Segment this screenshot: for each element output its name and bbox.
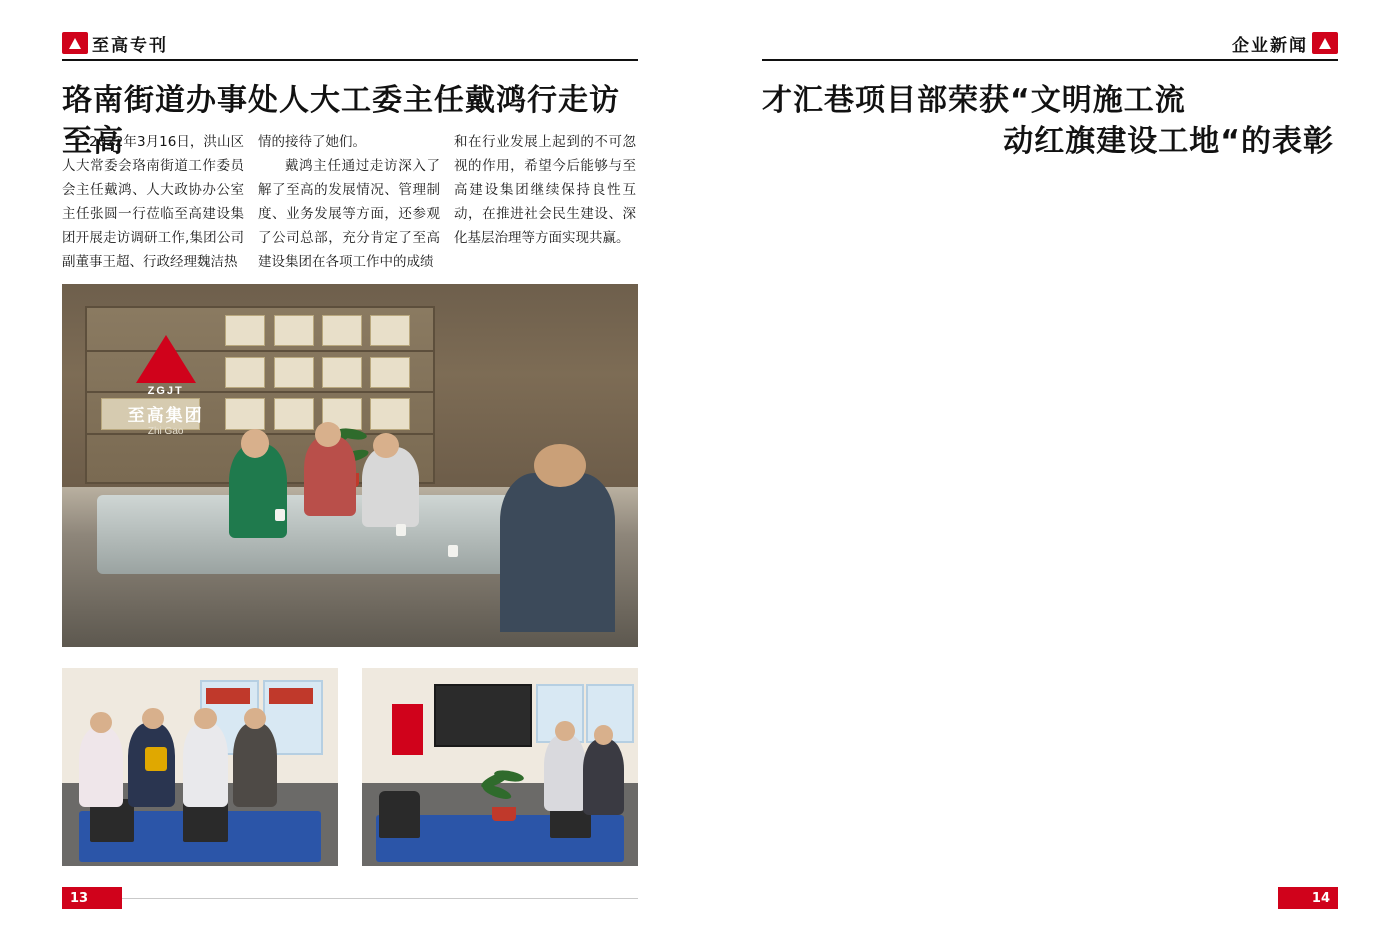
left-page-body bbox=[62, 130, 638, 274]
headline-line-1: 才汇巷项目部荣获“文明施工流 bbox=[762, 83, 1186, 118]
running-head-rule-left bbox=[62, 59, 638, 61]
left-column-1 bbox=[62, 130, 244, 274]
office-group-photo-right bbox=[362, 668, 638, 866]
photo-person-head bbox=[90, 712, 112, 734]
photo-wall-logo: ZGJT 至高集团 Zhi Gao bbox=[91, 313, 241, 458]
running-head-right-label: 企业新闻 bbox=[1232, 35, 1308, 56]
photo-person bbox=[583, 739, 624, 814]
photo-plant bbox=[478, 771, 530, 823]
photo-person bbox=[79, 727, 123, 806]
photo-person bbox=[362, 447, 420, 527]
photo-person bbox=[500, 473, 615, 633]
photo-person bbox=[304, 436, 356, 516]
photo-chair bbox=[379, 791, 420, 839]
right-page-headline bbox=[762, 80, 1338, 163]
running-head-rule-right bbox=[762, 59, 1338, 61]
folio-rule-left bbox=[114, 898, 638, 899]
running-head-left-label: 至高专刊 bbox=[92, 35, 168, 56]
running-head-right bbox=[1232, 26, 1338, 60]
photo-person bbox=[544, 735, 585, 810]
paragraph: 情的接待了她们。 bbox=[258, 134, 366, 150]
photo-person-head bbox=[555, 721, 574, 741]
photo-trophy bbox=[145, 747, 167, 771]
right-page bbox=[700, 0, 1400, 949]
page-number-left: 13 bbox=[62, 887, 122, 909]
photo-screen bbox=[434, 684, 532, 747]
photo-person-head bbox=[194, 708, 216, 730]
paragraph: 和在行业发展上起到的不可忽视的作用，希望今后能够与至高建设集团继续保持良性互动，在推进社会民生建设、深化基层治理等方面实现共赢。 bbox=[454, 134, 636, 247]
paragraph: 戴鸿主任通过走访深入了解了至高的发展情况、管理制度、业务发展等方面，还参观了公司总部，充分肯定了至高建设集团在各项工作中的成绩 bbox=[258, 158, 440, 271]
masthead-logo-right bbox=[1232, 31, 1338, 56]
left-column-2 bbox=[258, 130, 440, 274]
paragraph: 2022年3月16日，洪山区人大常委会珞南街道工作委员会主任戴鸿、人大政协办公室主任张圆一行莅临至高建设集团开展走访调研工作,集团公司副董事王超、行政经理魏洁热 bbox=[62, 134, 244, 271]
photo-person bbox=[183, 723, 227, 806]
photo-person bbox=[233, 723, 277, 806]
photo-banner bbox=[269, 688, 313, 704]
headline-line-2: 动红旗建设工地“的表彰 bbox=[1003, 124, 1334, 160]
photo-person-head bbox=[534, 444, 586, 488]
running-head-left bbox=[62, 26, 168, 60]
photo-banner bbox=[206, 688, 250, 704]
page-number-right: 14 bbox=[1278, 887, 1338, 909]
meeting-room-photo bbox=[62, 284, 638, 647]
left-column-3 bbox=[454, 130, 636, 274]
left-page-headline: 珞南街道办事处人大工委主任戴鸿行走访至高 bbox=[62, 83, 620, 160]
masthead-logo-left bbox=[62, 31, 168, 56]
photo-flag bbox=[392, 704, 422, 755]
photo-person bbox=[229, 444, 287, 538]
office-group-photo-left bbox=[62, 668, 338, 866]
zhigao-logo-icon bbox=[62, 32, 88, 54]
zhigao-logo-icon bbox=[1312, 32, 1338, 54]
photo-person-head bbox=[373, 433, 399, 458]
